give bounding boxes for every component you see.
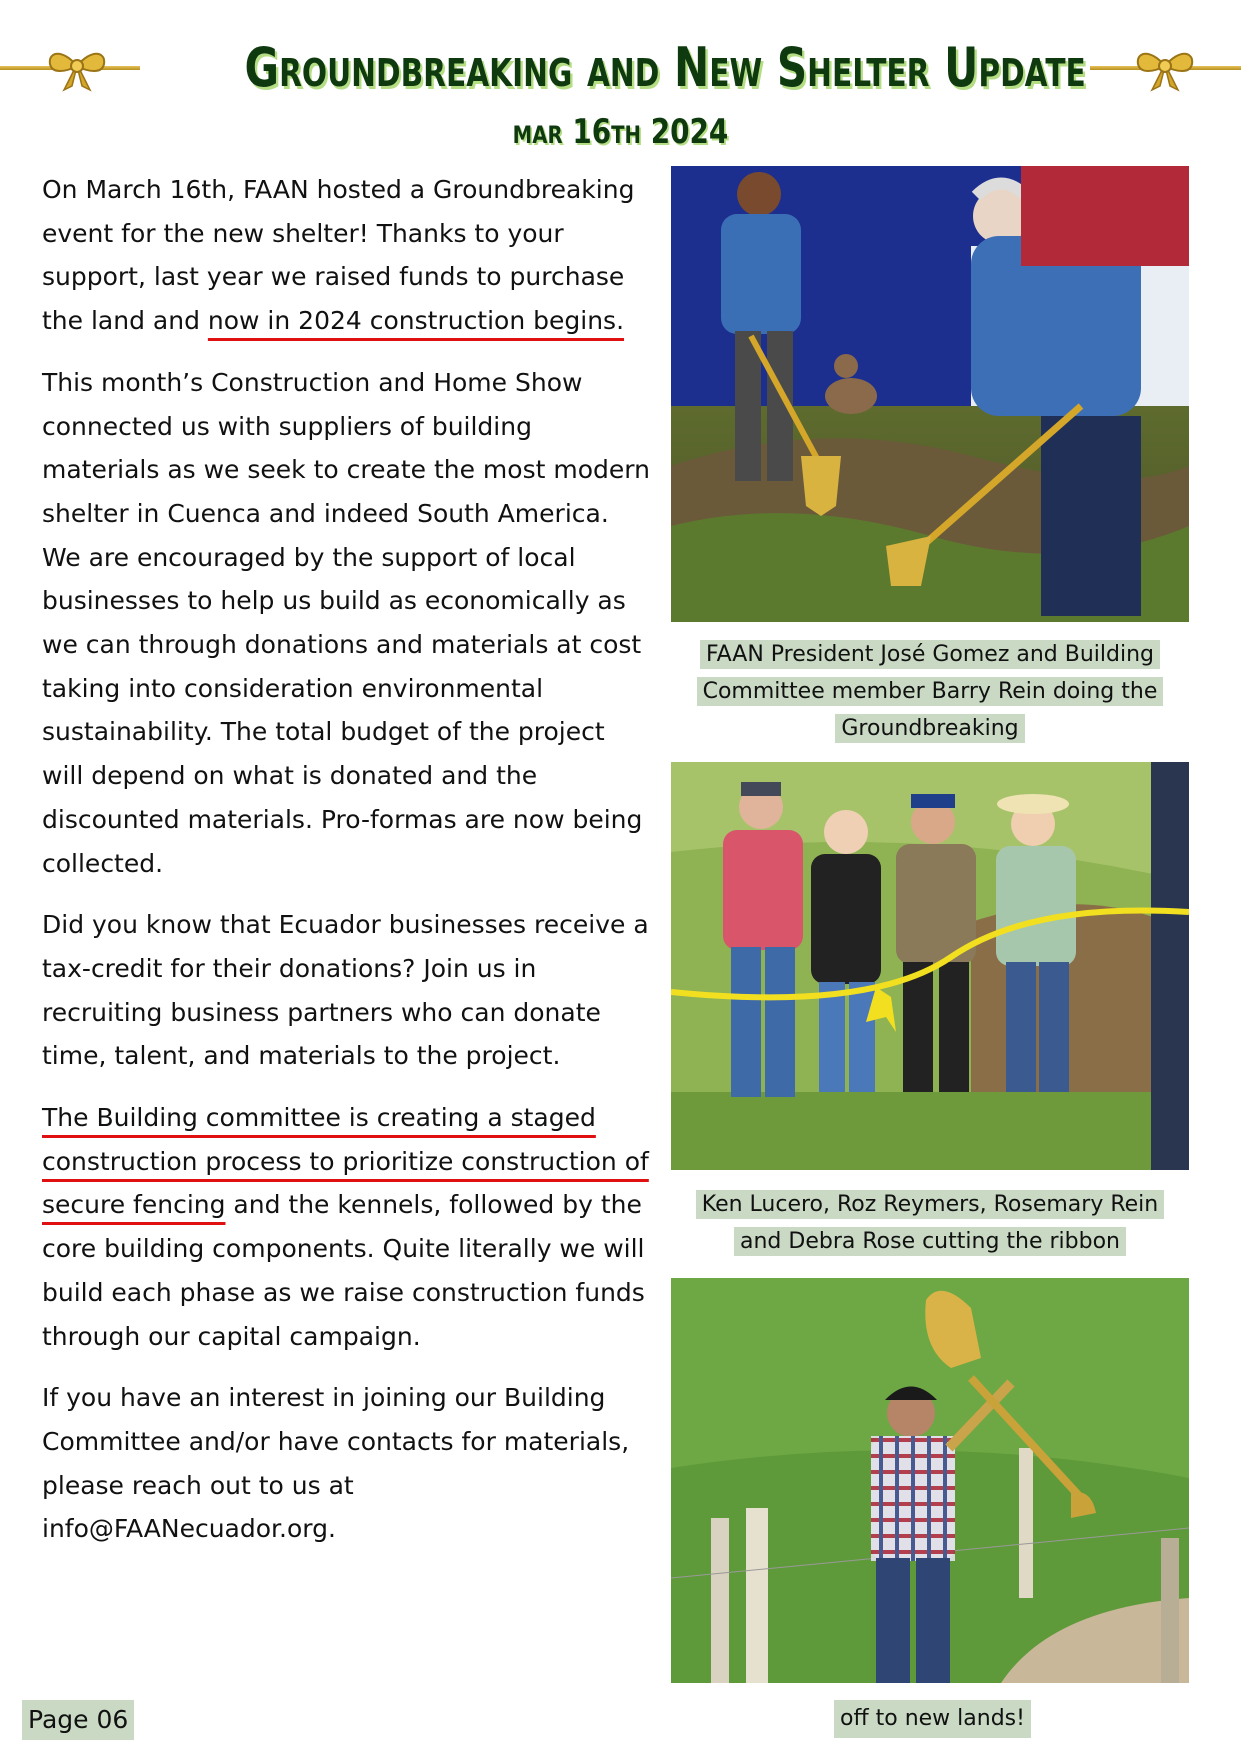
photo-caption bbox=[686, 636, 1174, 747]
photo-illustration bbox=[671, 1278, 1189, 1683]
paragraph: If you have an interest in joining our Building Committee and/or have contacts for materials, please reach out to us at info@FAANecuador.org. bbox=[42, 1383, 630, 1544]
page-header bbox=[0, 30, 1241, 110]
article-body bbox=[42, 168, 652, 1569]
photo-caption bbox=[686, 1186, 1174, 1260]
caption-text: Ken Lucero, Roz Reymers, Rosemary Rein and Debra Rose cutting the ribbon bbox=[696, 1190, 1164, 1256]
paragraph bbox=[42, 168, 652, 343]
paragraph: This month’s Construction and Home Show connected us with suppliers of building materials as we seek to create the most modern shelter in Cuenca and indeed South America. bbox=[42, 367, 650, 528]
gold-bow-icon bbox=[1130, 44, 1200, 92]
photo-ribbon-cutting bbox=[671, 762, 1189, 1170]
underlined-text: now in 2024 construction begins. bbox=[207, 306, 625, 336]
photo-caption: off to new lands! bbox=[834, 1700, 1031, 1738]
page-number: Page 06 bbox=[22, 1700, 134, 1740]
paragraph: Did you know that Ecuador businesses receive a tax-credit for their donations? Join us in recruiting business partners who can donate time, talent, and materials to the project. bbox=[42, 910, 649, 1071]
gold-bow-icon bbox=[42, 44, 112, 92]
underlined-text: The Building committee is creating a staged construction process to prioritize construction of secure fencing bbox=[42, 1103, 649, 1220]
paragraph-text: On March 16th, FAAN hosted a Groundbreaking event for the new shelter! Thanks to your support, last year we raised funds to purchase the land and bbox=[42, 175, 635, 336]
photo-illustration bbox=[671, 762, 1189, 1170]
page-title: Groundbreaking and New Shelter Update bbox=[244, 36, 1086, 99]
paragraph-text: and the kennels, followed by the core building components. Quite literally we will build each phase as we raise construction funds through our capital campaign. bbox=[42, 1190, 645, 1351]
photo-groundbreaking bbox=[671, 166, 1189, 622]
caption-text: FAAN President José Gomez and Building Committee member Barry Rein doing the Groundbreaking bbox=[697, 640, 1164, 743]
photo-illustration bbox=[671, 166, 1189, 622]
paragraph: We are encouraged by the support of local businesses to help us build as economically as we can through donations and materials at cost taking into consideration environmental sustainability. The total budget of the project will depend on what is donated and the discounted materials. Pro-formas are now being collected. bbox=[42, 542, 643, 878]
page-date: mar 16th 2024 bbox=[512, 112, 729, 152]
paragraph bbox=[42, 1096, 652, 1358]
photo-new-lands bbox=[671, 1278, 1189, 1683]
